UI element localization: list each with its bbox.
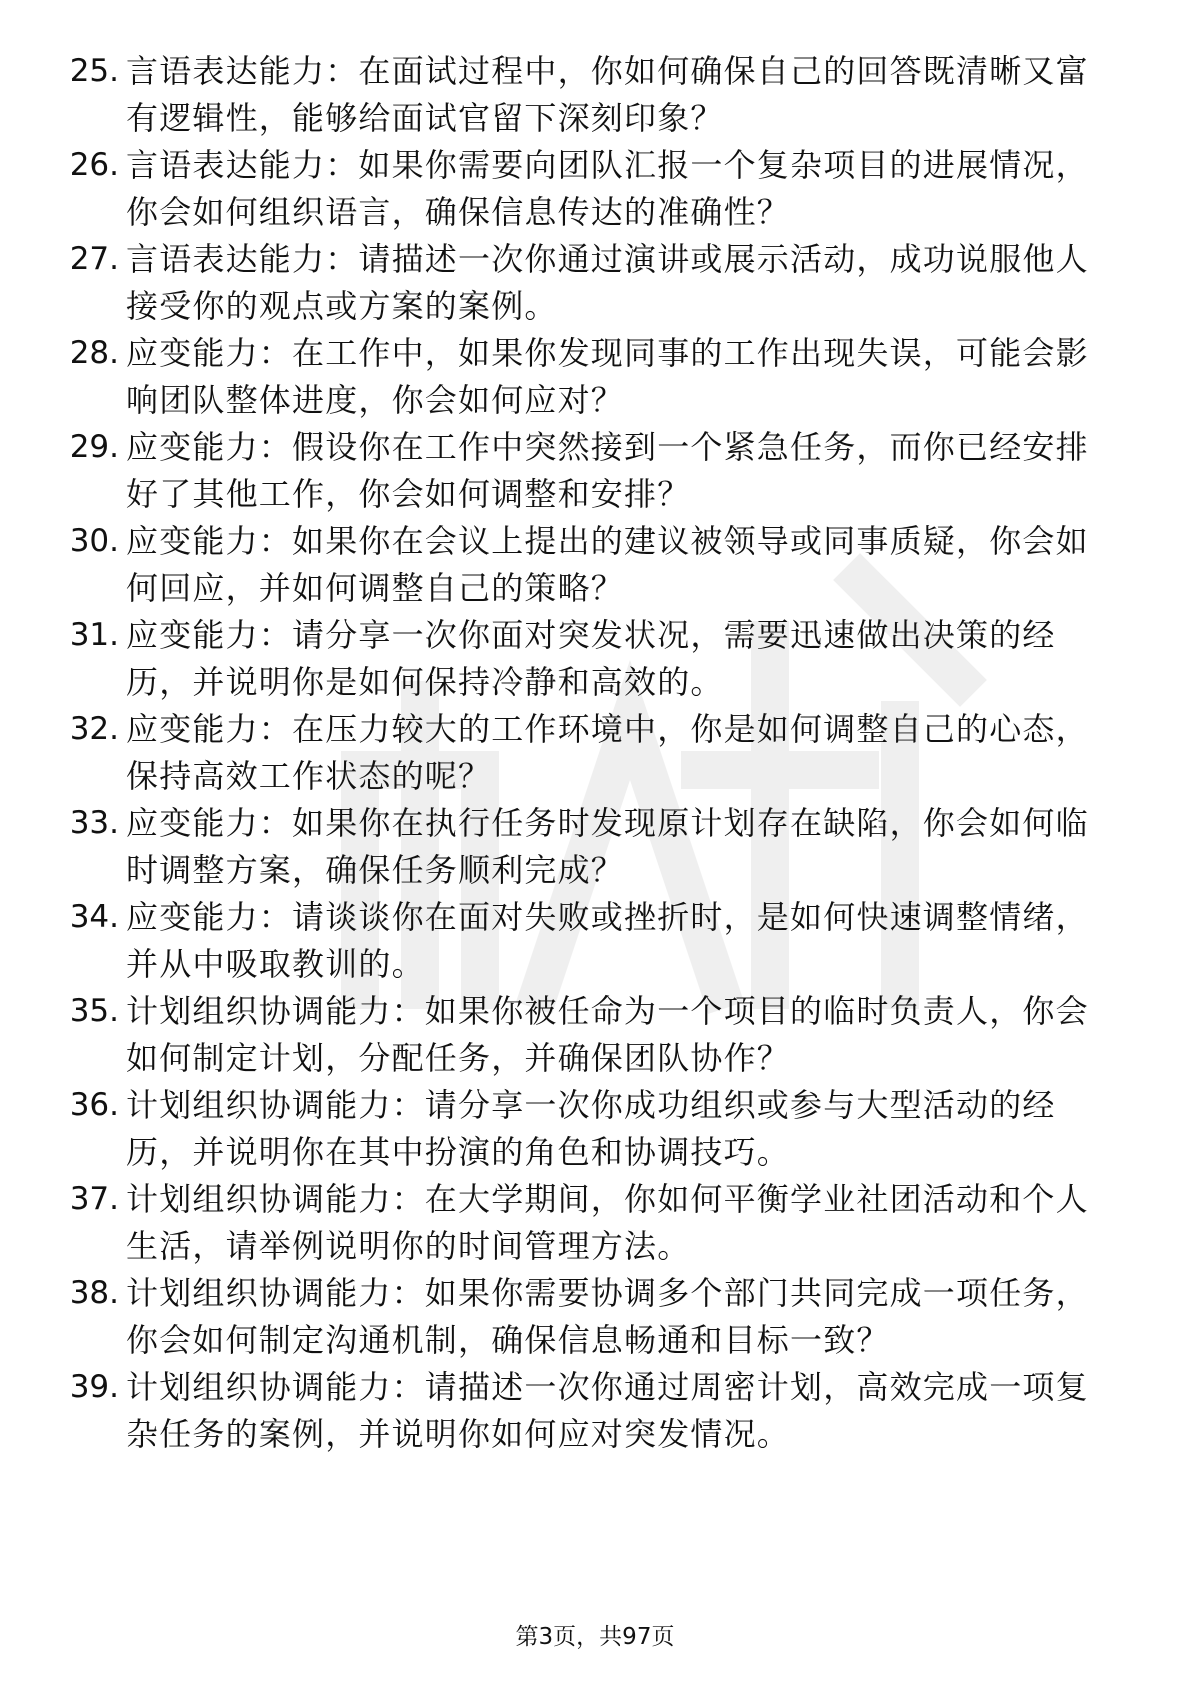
question-number: 35. [69, 993, 119, 1029]
question-number: 38. [69, 1275, 119, 1311]
question-number: 29. [69, 429, 119, 465]
question-number: 33. [69, 805, 119, 841]
question-text: 应变能力：假设你在工作中突然接到一个紧急任务，而你已经安排好了其他工作，你会如何调整和安排？ [126, 428, 1089, 513]
question-text: 计划组织协调能力：请描述一次你通过周密计划，高效完成一项复杂任务的案例，并说明你如何应对突发情况。 [126, 1368, 1089, 1453]
question-text: 应变能力：在压力较大的工作环境中，你是如何调整自己的心态，保持高效工作状态的呢？ [126, 710, 1089, 795]
question-number: 27. [69, 241, 119, 277]
question-text: 计划组织协调能力：如果你被任命为一个项目的临时负责人，你会如何制定计划，分配任务，并确保团队协作？ [126, 992, 1089, 1077]
question-number: 32. [69, 711, 119, 747]
question-text: 计划组织协调能力：在大学期间，你如何平衡学业社团活动和个人生活，请举例说明你的时间管理方法。 [126, 1180, 1089, 1265]
question-text: 言语表达能力：请描述一次你通过演讲或展示活动，成功说服他人接受你的观点或方案的案例。 [126, 240, 1089, 325]
question-number: 37. [69, 1181, 119, 1217]
question-text: 应变能力：如果你在执行任务时发现原计划存在缺陷，你会如何临时调整方案，确保任务顺利完成？ [126, 804, 1089, 889]
question-number: 26. [69, 147, 119, 183]
question-number: 30. [69, 523, 119, 559]
question-text: 应变能力：请分享一次你面对突发状况，需要迅速做出决策的经历，并说明你是如何保持冷静和高效的。 [126, 616, 1056, 701]
question-text: 言语表达能力：如果你需要向团队汇报一个复杂项目的进展情况，你会如何组织语言，确保信息传达的准确性？ [126, 146, 1089, 231]
question-text: 言语表达能力：在面试过程中，你如何确保自己的回答既清晰又富有逻辑性，能够给面试官留下深刻印象？ [126, 52, 1089, 137]
question-number: 31. [69, 617, 119, 653]
question-number: 28. [69, 335, 119, 371]
question-text: 计划组织协调能力：请分享一次你成功组织或参与大型活动的经历，并说明你在其中扮演的角色和协调技巧。 [126, 1086, 1056, 1171]
question-text: 应变能力：如果你在会议上提出的建议被领导或同事质疑，你会如何回应，并如何调整自己的策略？ [126, 522, 1089, 607]
question-text: 计划组织协调能力：如果你需要协调多个部门共同完成一项任务，你会如何制定沟通机制，确保信息畅通和目标一致？ [126, 1274, 1089, 1359]
question-number: 25. [69, 53, 119, 89]
page-number-footer: 第3页，共97页 [515, 1624, 675, 1650]
question-number: 34. [69, 899, 119, 935]
question-text: 应变能力：请谈谈你在面对失败或挫折时，是如何快速调整情绪，并从中吸取教训的。 [126, 898, 1089, 983]
question-number: 39. [69, 1369, 119, 1405]
question-text: 应变能力：在工作中，如果你发现同事的工作出现失误，可能会影响团队整体进度，你会如何应对？ [126, 334, 1089, 419]
question-number: 36. [69, 1087, 119, 1123]
